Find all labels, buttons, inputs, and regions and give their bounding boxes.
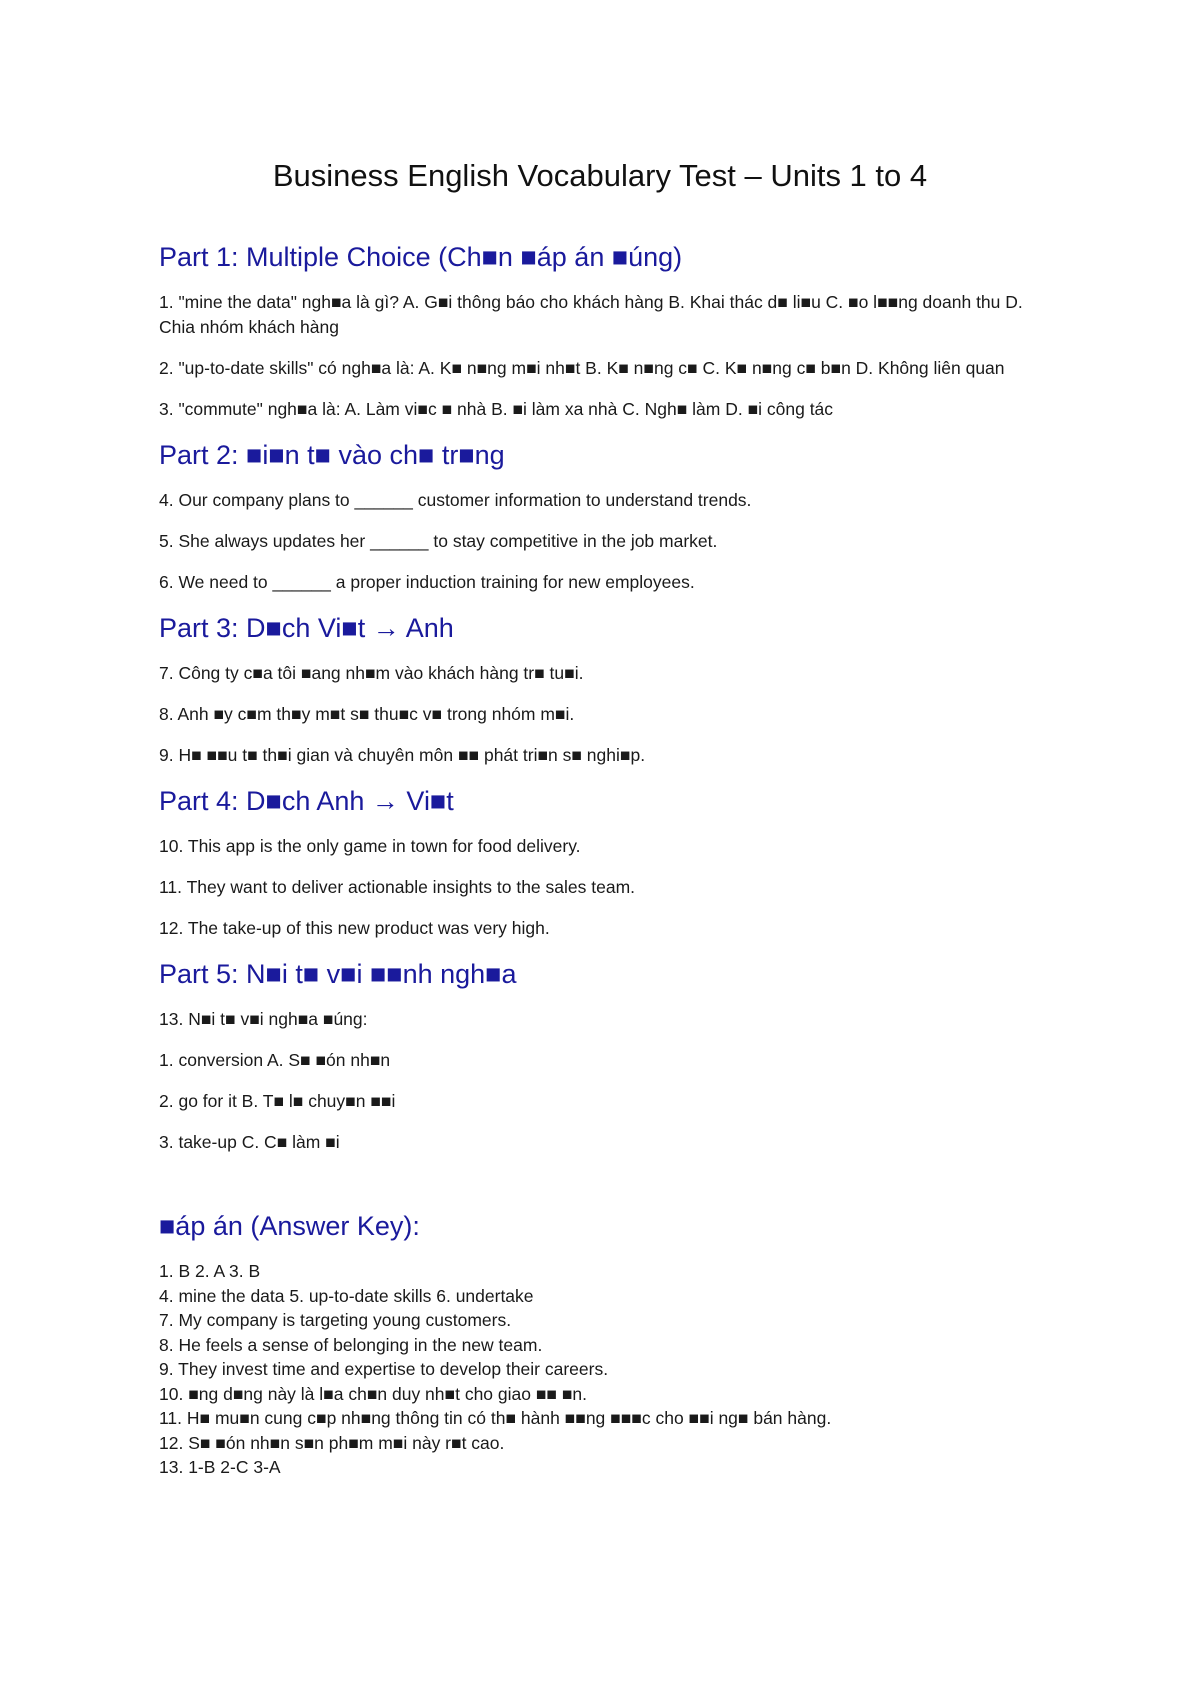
answer-line-3: 7. My company is targeting young customers. — [159, 1310, 512, 1330]
part-2-section — [159, 438, 1039, 595]
part-3-section — [159, 611, 1039, 768]
question-11: 11. They want to deliver actionable insights to the sales team. — [159, 877, 636, 897]
part-2-heading: Part 2: ■i■n t■ vào ch■ tr■ng — [159, 440, 505, 470]
answer-line-6: 10. ■ng d■ng này là l■a ch■n duy nh■t cho giao ■■ ■n. — [159, 1383, 588, 1404]
answer-key-heading: ■áp án (Answer Key): — [159, 1211, 420, 1241]
match-item-2: 2. go for it B. T■ l■ chuy■n ■■i — [159, 1091, 396, 1111]
question-12: 12. The take-up of this new product was very high. — [159, 918, 550, 938]
part-1-section — [159, 240, 1039, 422]
question-2: 2. "up-to-date skills" có ngh■a là: A. K■ n■ng m■i nh■t B. K■ n■ng c■ C. K■ n■ng c■ b■n D. Không liên quan — [159, 358, 1005, 378]
answer-line-2: 4. mine the data 5. up-to-date skills 6. undertake — [159, 1285, 534, 1306]
question-13: 13. N■i t■ v■i ngh■a ■úng: — [159, 1009, 368, 1029]
answer-line-5: 9. They invest time and expertise to develop their careers. — [159, 1359, 609, 1379]
question-10: 10. This app is the only game in town for food delivery. — [159, 836, 581, 856]
part-5-section — [159, 957, 1039, 1155]
question-1: 1. "mine the data" ngh■a là gì? A. G■i thông báo cho khách hàng B. Khai thác d■ li■u C. ■o l■■ng doanh thu D. Chia nhóm khách hàng — [159, 292, 1023, 337]
match-item-3: 3. take-up C. C■ làm ■i — [159, 1132, 340, 1152]
answer-line-7: 11. H■ mu■n cung c■p nh■ng thông tin có th■ hành ■■ng ■■■c cho ■■i ng■ bán hàng. — [159, 1408, 832, 1428]
question-5: 5. She always updates her ______ to stay competitive in the job market. — [159, 531, 718, 551]
question-6: 6. We need to ______ a proper induction training for new employees. — [159, 572, 695, 592]
document-title: Business English Vocabulary Test – Units 1 to 4 — [272, 158, 928, 193]
answer-key-section — [159, 1209, 1039, 1480]
question-8: 8. Anh ■y c■m th■y m■t s■ thu■c v■ trong nhóm m■i. — [159, 704, 575, 724]
answer-line-1: 1. B 2. A 3. B — [159, 1261, 261, 1281]
answer-line-8: 12. S■ ■ón nh■n s■n ph■m m■i này r■t cao. — [159, 1432, 505, 1453]
part-3-heading: Part 3: D■ch Vi■t → Anh — [159, 613, 454, 643]
question-7: 7. Công ty c■a tôi ■ang nh■m vào khách hàng tr■ tu■i. — [159, 663, 584, 683]
part-1-heading: Part 1: Multiple Choice (Ch■n ■áp án ■úng) — [159, 242, 683, 272]
question-9: 9. H■ ■■u t■ th■i gian và chuyên môn ■■ phát tri■n s■ nghi■p. — [159, 745, 646, 765]
part-5-heading: Part 5: N■i t■ v■i ■■nh ngh■a — [159, 959, 517, 989]
part-4-section — [159, 784, 1039, 941]
part-4-heading: Part 4: D■ch Anh → Vi■t — [159, 786, 454, 816]
answer-line-4: 8. He feels a sense of belonging in the new team. — [159, 1334, 543, 1355]
document-content — [159, 240, 1039, 1480]
answer-line-9: 13. 1-B 2-C 3-A — [159, 1457, 281, 1477]
match-item-1: 1. conversion A. S■ ■ón nh■n — [159, 1050, 391, 1070]
question-4: 4. Our company plans to ______ customer information to understand trends. — [159, 490, 752, 510]
question-3: 3. "commute" ngh■a là: A. Làm vi■c ■ nhà B. ■i làm xa nhà C. Ngh■ làm D. ■i công tác — [159, 399, 834, 419]
